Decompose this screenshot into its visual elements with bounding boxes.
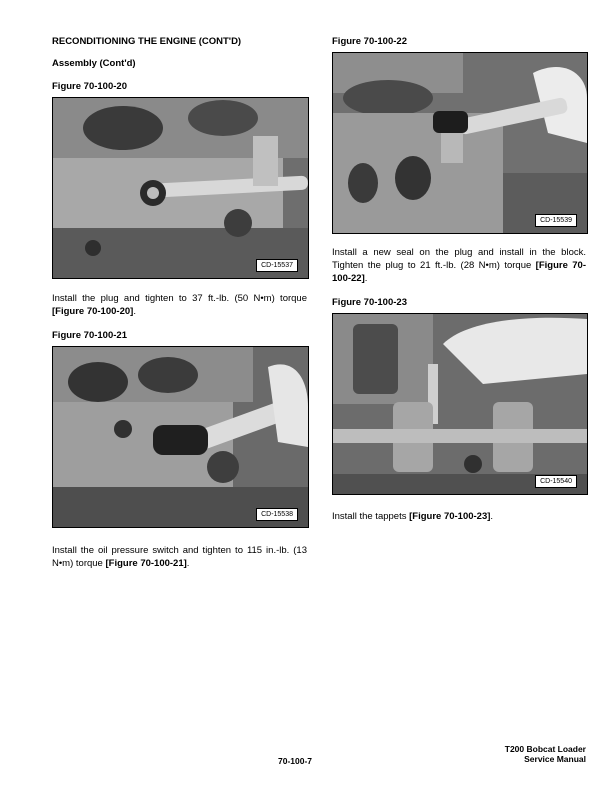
figure-code-21: CD-15538	[256, 508, 298, 521]
subsection-title: Assembly (Cont'd)	[52, 58, 136, 69]
instruction-22: Install a new seal on the plug and install in the block. Tighten the plug to 21 ft.-lb. (28 N•m) torque [Figure 70-100-22].	[332, 247, 586, 284]
figure-caption-22: Figure 70-100-22	[332, 36, 407, 47]
manual-title-line1: T200 Bobcat Loader	[504, 744, 586, 754]
instruction-21: Install the oil pressure switch and tighten to 115 in.-lb. (13 N•m) torque [Figure 70-100-21].	[52, 545, 307, 569]
figure-code-22: CD-15539	[535, 214, 577, 227]
figure-code-20: CD-15537	[256, 259, 298, 272]
section-title: RECONDITIONING THE ENGINE (CONT'D)	[52, 36, 242, 47]
figure-70-100-23-photo	[332, 313, 588, 495]
figure-caption-20: Figure 70-100-20	[52, 81, 127, 92]
figure-caption-21: Figure 70-100-21	[52, 330, 127, 341]
manual-title	[505, 744, 586, 764]
instruction-23: Install the tappets [Figure 70-100-23].	[332, 511, 494, 522]
instruction-20: Install the plug and tighten to 37 ft.-lb. (50 N•m) torque [Figure 70-100-20].	[52, 293, 307, 317]
figure-70-100-21-photo	[52, 346, 309, 528]
figure-caption-23: Figure 70-100-23	[332, 297, 407, 308]
page-number: 70-100-7	[278, 756, 313, 766]
manual-title-line2: Service Manual	[524, 754, 586, 764]
figure-reference-23[interactable]: [Figure 70-100-23]	[409, 511, 491, 522]
figure-reference-22[interactable]: [Figure 70-100-22]	[332, 260, 586, 284]
figure-70-100-22-photo	[332, 52, 588, 234]
figure-70-100-20-photo	[52, 97, 309, 279]
figure-reference-20[interactable]: [Figure 70-100-20]	[52, 306, 134, 317]
figure-reference-21[interactable]: [Figure 70-100-21]	[105, 558, 187, 569]
figure-code-23: CD-15540	[535, 475, 577, 488]
